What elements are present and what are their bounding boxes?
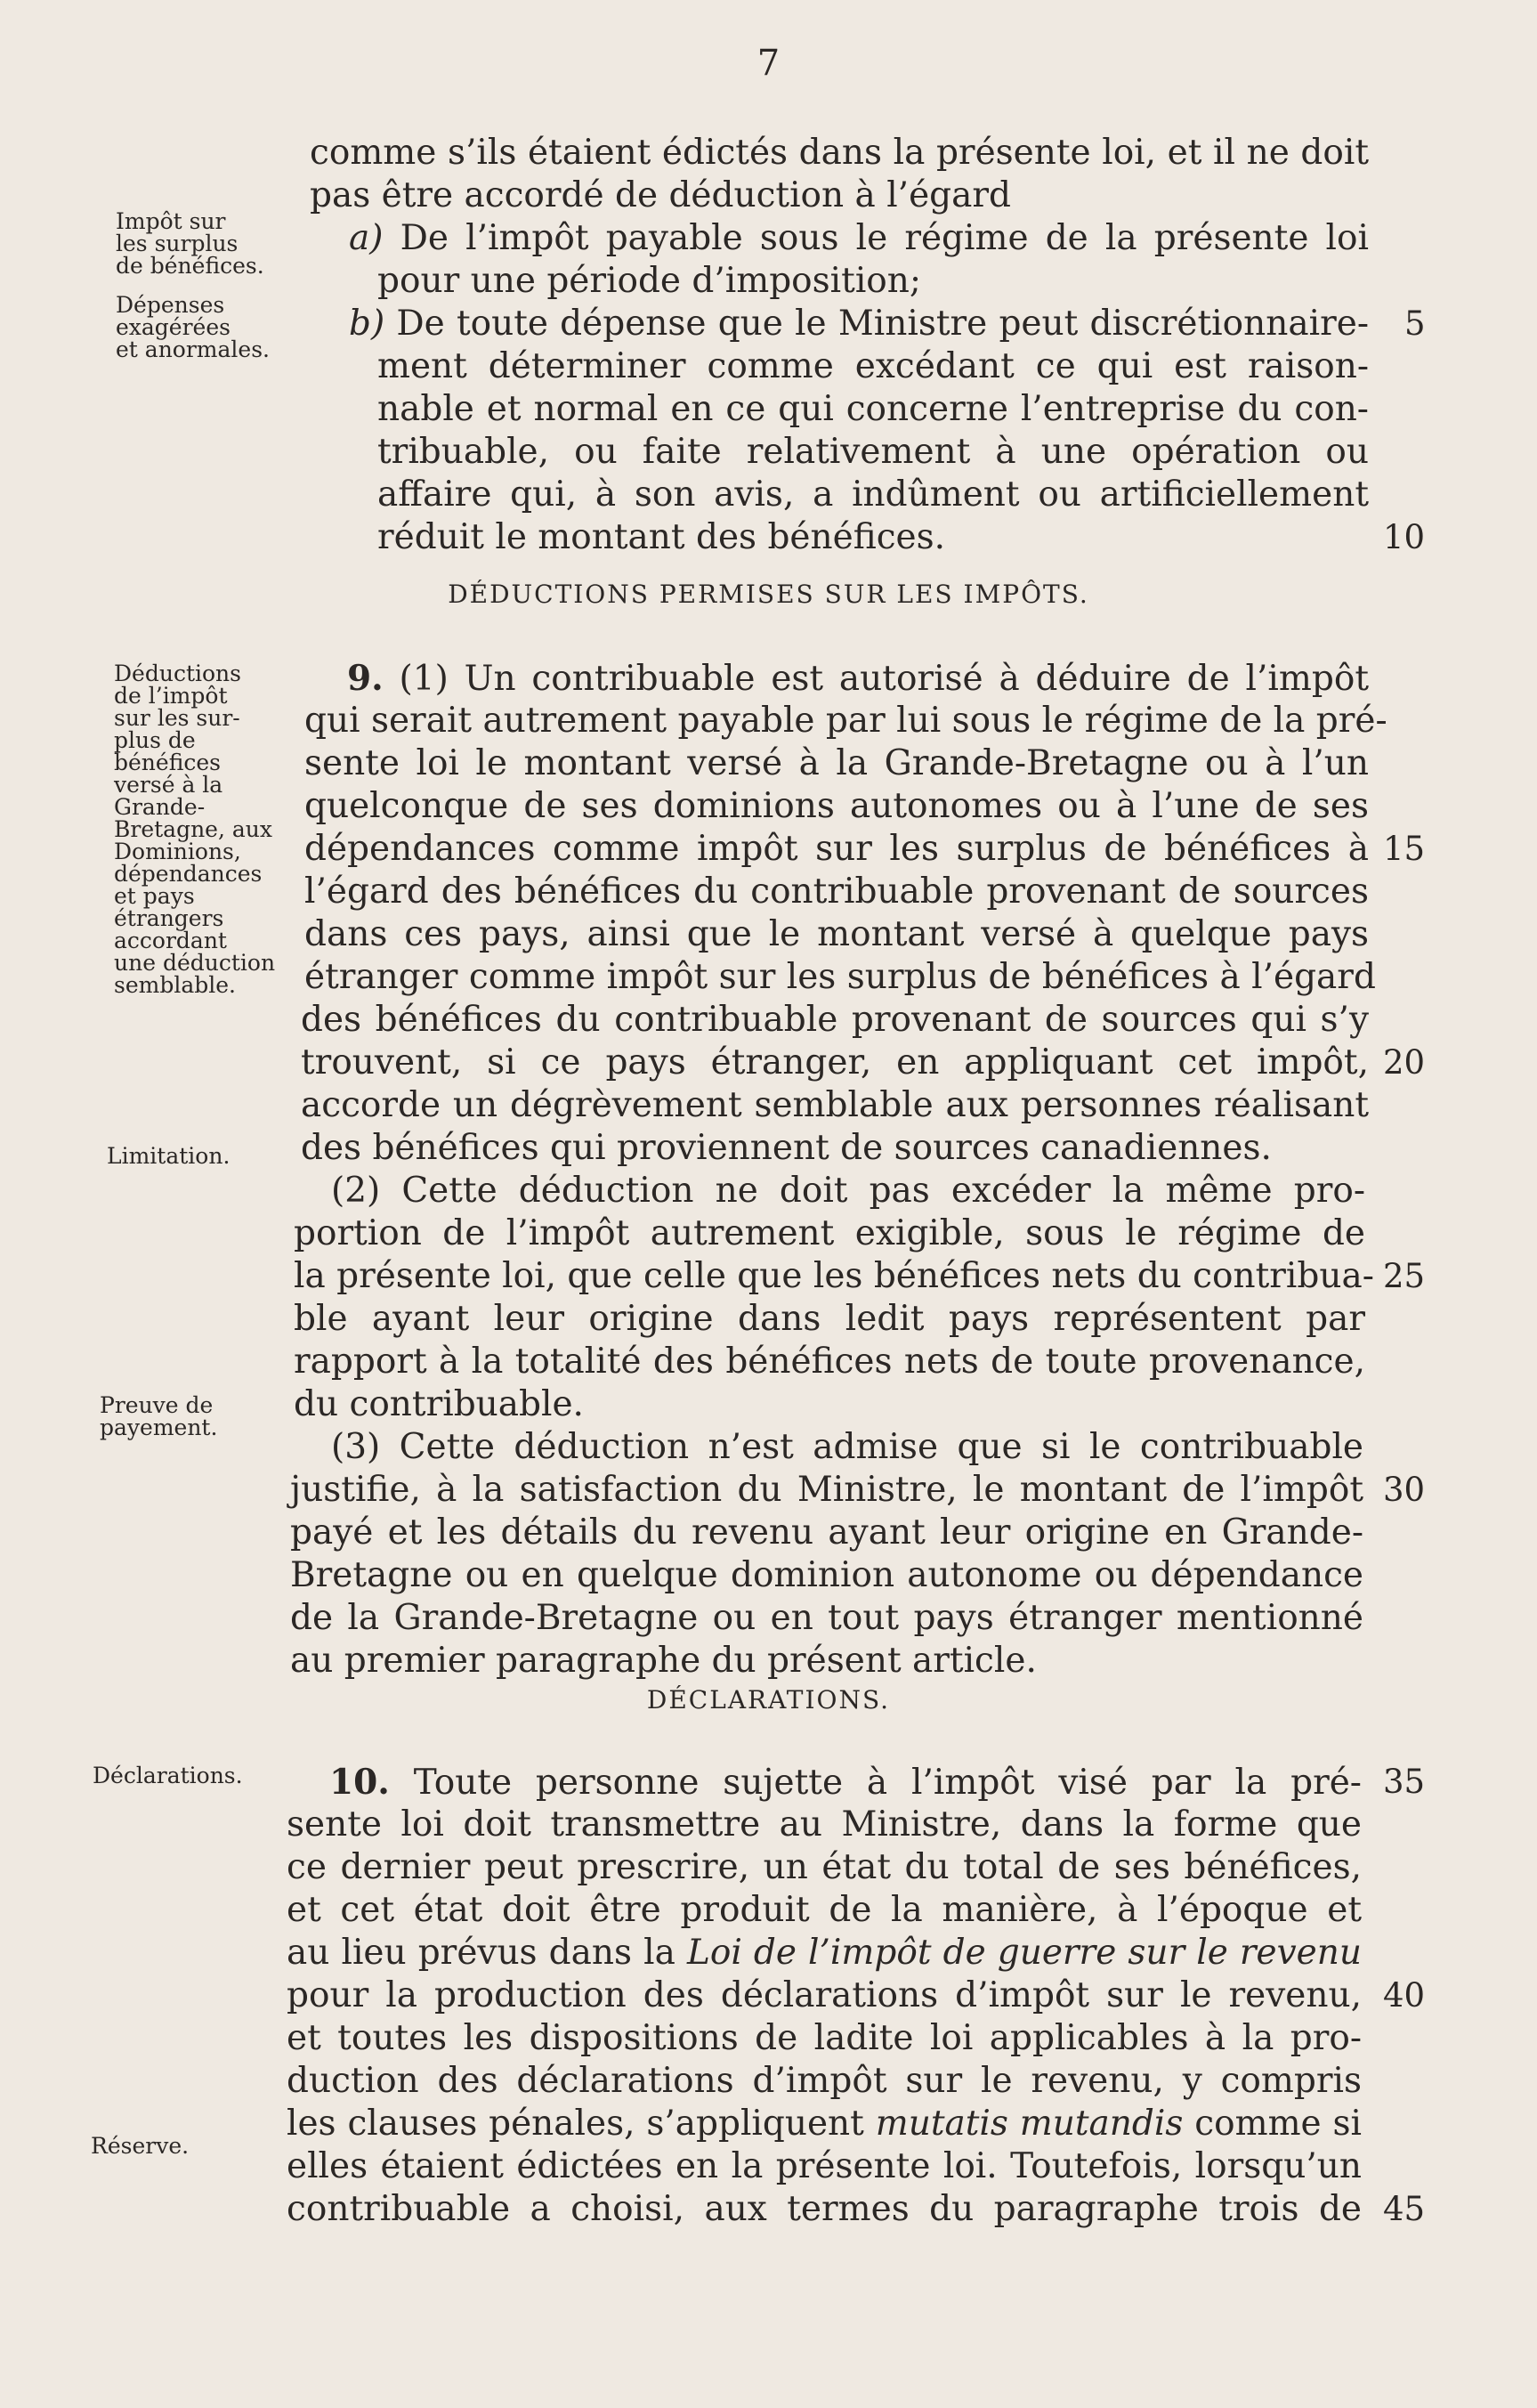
text-line: tribuable, ou faite relativement à une opération ou — [377, 432, 1369, 472]
margin-note-line: Limitation. — [107, 1143, 231, 1169]
margin-note-line: Réserve. — [91, 2133, 190, 2159]
line-number: 20 — [1383, 1043, 1426, 1082]
text-line: quelconque de ses dominions autonomes ou à l’une de ses — [304, 786, 1369, 826]
text-line: affaire qui, à son avis, a indûment ou artificiellement — [377, 474, 1369, 515]
margin-note-line: Déclarations. — [93, 1763, 243, 1788]
margin-note-line: de l’impôt — [114, 683, 228, 709]
text-line: pour une période d’imposition; — [377, 261, 922, 301]
line-number: 40 — [1383, 1976, 1426, 2015]
margin-note-line: accordant — [114, 928, 227, 953]
section-heading-deductions: DÉDUCTIONS PERMISES SUR LES IMPÔTS. — [448, 580, 1089, 609]
text-line: qui serait autrement payable par lui sous le régime de la pré- — [304, 701, 1387, 741]
text-line: sente loi doit transmettre au Ministre, dans la forme que — [287, 1804, 1362, 1845]
line-number: 30 — [1383, 1471, 1426, 1509]
margin-note-line: sur les sur- — [114, 705, 240, 731]
text-line: les clauses pénales, s’appliquent mutatis mutandis comme si — [287, 2104, 1362, 2144]
margin-note-line: Déductions — [114, 661, 241, 686]
text-line: dans ces pays, ainsi que le montant versé à quelque pays — [304, 914, 1369, 954]
margin-note-line: Preuve de — [100, 1392, 214, 1418]
text-line: étranger comme impôt sur les surplus de bénéfices à l’égard — [304, 957, 1376, 997]
text-line: au premier paragraphe du présent article. — [290, 1641, 1037, 1681]
text-line: 9. (1) Un contribuable est autorisé à déduire de l’impôt — [347, 658, 1369, 699]
margin-note-line: bénéfices — [114, 750, 221, 775]
margin-note-line: étrangers — [114, 905, 224, 931]
margin-note-line: les surplus — [116, 231, 239, 256]
text-line: ble ayant leur origine dans ledit pays représentent par — [294, 1299, 1365, 1339]
margin-note-line: Dominions, — [114, 839, 241, 864]
text-line: Bretagne ou en quelque dominion autonome ou dépendance — [290, 1555, 1363, 1595]
text-line: au lieu prévus dans la Loi de l’impôt de guerre sur le revenu — [287, 1933, 1362, 1973]
text-line: rapport à la totalité des bénéfices nets de toute provenance, — [294, 1342, 1365, 1382]
text-line: justifie, à la satisfaction du Ministre, le montant de l’impôt — [290, 1470, 1363, 1510]
margin-note-line: Grande- — [114, 794, 206, 820]
line-number: 5 — [1404, 304, 1426, 343]
text-line: la présente loi, que celle que les bénéfices nets du contribua- — [294, 1256, 1374, 1296]
margin-note-line: de bénéfices. — [116, 253, 264, 279]
margin-note-line: une déduction — [114, 950, 276, 976]
margin-note-line: et anormales. — [116, 336, 270, 362]
text-line: réduit le montant des bénéfices. — [377, 517, 946, 557]
section-heading-declarations: DÉCLARATIONS. — [646, 1685, 891, 1715]
margin-note-line: Dépenses — [116, 292, 225, 318]
text-line: pas être accordé de déduction à l’égard — [310, 175, 1011, 215]
line-number: 25 — [1383, 1257, 1426, 1295]
margin-note-line: plus de — [114, 727, 196, 753]
text-line: elles étaient édictées en la présente loi. Toutefois, lorsqu’un — [287, 2146, 1362, 2186]
text-line: accorde un dégrèvement semblable aux personnes réalisant — [301, 1085, 1369, 1125]
text-line: comme s’ils étaient édictés dans la présente loi, et il ne doit — [310, 133, 1369, 173]
text-line: portion de l’impôt autrement exigible, sous le régime de — [294, 1213, 1365, 1253]
text-line: contribuable a choisi, aux termes du paragraphe trois de — [287, 2189, 1362, 2229]
margin-note-line: et pays — [114, 883, 195, 909]
text-line: des bénéfices qui proviennent de sources canadiennes. — [301, 1128, 1272, 1168]
text-line: (3) Cette déduction n’est admise que si le contribuable — [331, 1427, 1363, 1467]
text-line: et cet état doit être produit de la manière, à l’époque et — [287, 1890, 1362, 1930]
margin-note-line: semblable. — [114, 972, 236, 998]
line-number: 10 — [1383, 518, 1426, 556]
page-number: 7 — [756, 43, 781, 84]
margin-note-line: payement. — [100, 1415, 218, 1440]
text-line: dépendances comme impôt sur les surplus de bénéfices à — [304, 829, 1369, 869]
text-line: et toutes les dispositions de ladite loi applicables à la pro- — [287, 2018, 1362, 2058]
line-number: 15 — [1383, 830, 1426, 868]
text-line: ce dernier peut prescrire, un état du total de ses bénéfices, — [287, 1847, 1362, 1887]
margin-note-line: Bretagne, aux — [114, 816, 272, 842]
text-line: pour la production des déclarations d’impôt sur le revenu, — [287, 1975, 1362, 2015]
text-line: du contribuable. — [294, 1384, 584, 1424]
text-line: payé et les détails du revenu ayant leur origine en Grande- — [290, 1512, 1363, 1553]
text-line: (2) Cette déduction ne doit pas excéder la même pro- — [331, 1171, 1365, 1211]
line-number: 35 — [1383, 1763, 1426, 1801]
line-number: 45 — [1383, 2190, 1426, 2228]
margin-note-line: Impôt sur — [116, 208, 226, 234]
text-line: sente loi le montant versé à la Grande-Bretagne ou à l’un — [304, 743, 1369, 783]
text-line: b) De toute dépense que le Ministre peut discrétionnaire- — [349, 304, 1369, 344]
margin-note-line: versé à la — [114, 772, 223, 798]
text-line: 10. Toute personne sujette à l’impôt visé par la pré- — [329, 1762, 1362, 1803]
text-line: nable et normal en ce qui concerne l’entreprise du con- — [377, 389, 1369, 429]
text-line: a) De l’impôt payable sous le régime de la présente loi — [349, 218, 1369, 258]
margin-note-line: dépendances — [114, 861, 263, 887]
text-line: des bénéfices du contribuable provenant de sources qui s’y — [301, 1000, 1369, 1040]
text-line: trouvent, si ce pays étranger, en appliquant cet impôt, — [301, 1042, 1369, 1082]
text-line: de la Grande-Bretagne ou en tout pays étranger mentionné — [290, 1598, 1363, 1638]
text-line: duction des déclarations d’impôt sur le revenu, y compris — [287, 2061, 1362, 2101]
text-line: ment déterminer comme excédant ce qui est raison- — [377, 346, 1369, 386]
margin-note-line: exagérées — [116, 314, 231, 340]
text-line: l’égard des bénéfices du contribuable provenant de sources — [304, 872, 1369, 912]
